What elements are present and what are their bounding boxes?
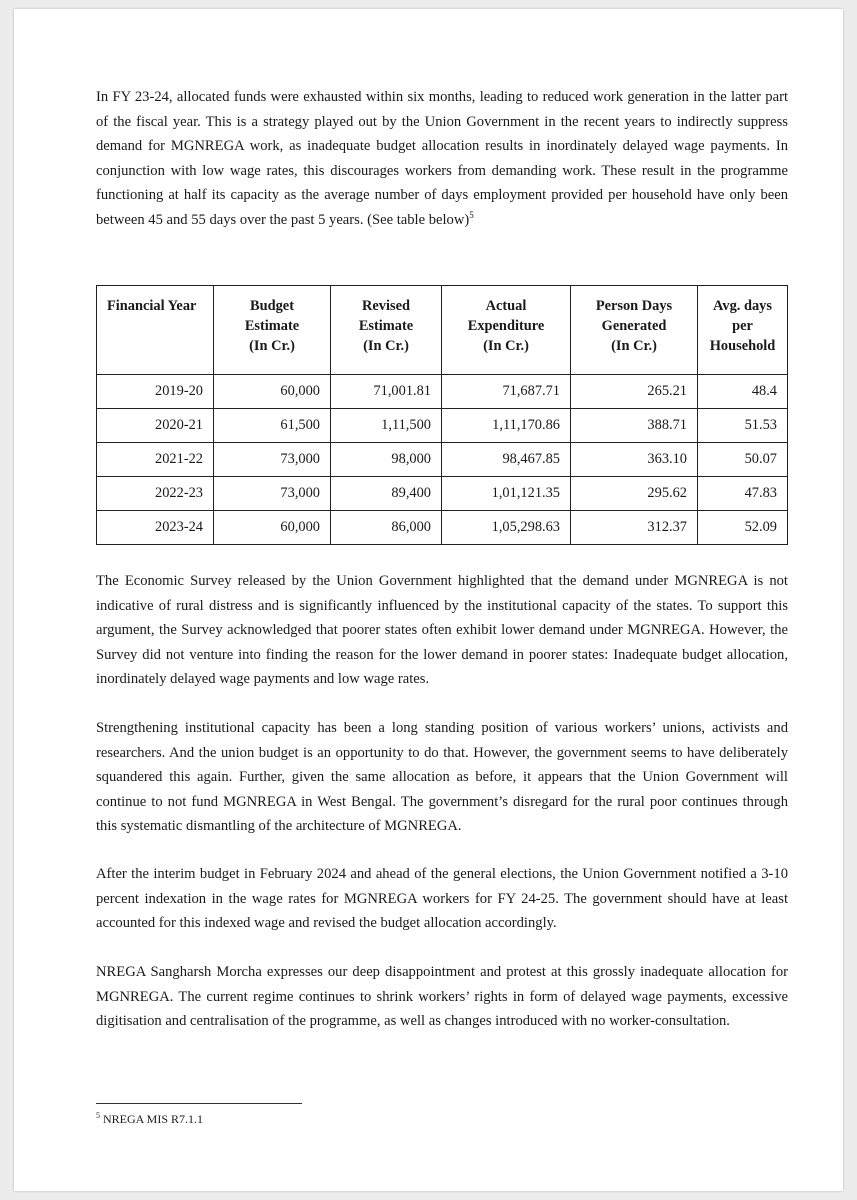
table-header-cell: Actual Expenditure (In Cr.)	[442, 286, 571, 375]
table-cell: 1,05,298.63	[442, 511, 571, 545]
table-cell: 1,11,170.86	[442, 409, 571, 443]
table-cell: 363.10	[571, 443, 698, 477]
paragraph-text: In FY 23-24, allocated funds were exhausted within six months, leading to reduced work generation in the latter part of the fiscal year. This is a strategy played out by the Union Government in the recent years to indirectly suppress demand for MGNREGA work, as inadequate budget allocation results in inordinately delayed wage payments. In conjunction with low wage rates, this discourages workers from demanding work. These result in the programme functioning at half its capacity as the average number of days employment provided per household have only been between 45 and 55 days over the past 5 years. (See table below)	[96, 89, 788, 228]
table-cell: 71,001.81	[331, 375, 442, 409]
table-cell: 295.62	[571, 477, 698, 511]
table-cell: 98,000	[331, 443, 442, 477]
table-cell: 48.4	[698, 375, 788, 409]
table-cell: 2022-23	[97, 477, 214, 511]
table-row	[97, 443, 788, 477]
mgnrega-budget-table	[96, 285, 788, 545]
footnote-text: NREGA MIS R7.1.1	[103, 1112, 204, 1126]
table-cell: 2021-22	[97, 443, 214, 477]
table-header-cell: Person Days Generated (In Cr.)	[571, 286, 698, 375]
document-page	[14, 9, 843, 1191]
table-header-cell: Financial Year	[97, 286, 214, 375]
table-cell: 388.71	[571, 409, 698, 443]
table-cell: 265.21	[571, 375, 698, 409]
table-cell: 2019-20	[97, 375, 214, 409]
table-header-cell: Avg. days per Household	[698, 286, 788, 375]
table-cell: 89,400	[331, 477, 442, 511]
table-cell: 86,000	[331, 511, 442, 545]
table-cell: 1,11,500	[331, 409, 442, 443]
table-cell: 50.07	[698, 443, 788, 477]
table-row	[97, 409, 788, 443]
table-cell: 98,467.85	[442, 443, 571, 477]
footnote-number: 5	[96, 1111, 100, 1120]
table-cell: 52.09	[698, 511, 788, 545]
paragraph-economic-survey: The Economic Survey released by the Union Government highlighted that the demand under MGNREGA is not indicative of rural distress and is significantly influenced by the institutional capacity of the states. To support this argument, the Survey acknowledged that poorer states often exhibit lower demand under MGNREGA. However, the Survey did not venture into finding the reason for the lower demand in poorer states: Inadequate budget allocation, inordinately delayed wage payments and low wage rates.	[96, 573, 788, 687]
paragraph-nrega-sangharsh-morcha: NREGA Sangharsh Morcha expresses our deep disappointment and protest at this grossly inadequate allocation for MGNREGA. The current regime continues to shrink workers’ rights in form of delayed wage payments, excessive digitisation and centralisation of the programme, as well as changes introduced with no worker-consultation.	[96, 964, 788, 1029]
table-cell: 61,500	[214, 409, 331, 443]
table-cell: 51.53	[698, 409, 788, 443]
footnote-divider	[96, 1103, 302, 1104]
table-header-cell: Budget Estimate (In Cr.)	[214, 286, 331, 375]
table-cell: 2023-24	[97, 511, 214, 545]
table-header-row	[97, 286, 788, 375]
paragraph-interim-budget: After the interim budget in February 2024 and ahead of the general elections, the Union Government notified a 3-10 percent indexation in the wage rates for MGNREGA workers for FY 24-25. The government should have at least accounted for this indexed wage and revised the budget allocation accordingly.	[96, 866, 788, 931]
table-row	[97, 477, 788, 511]
paragraph-funds-exhausted	[96, 85, 788, 232]
table-cell: 47.83	[698, 477, 788, 511]
table-row	[97, 375, 788, 409]
table-cell: 312.37	[571, 511, 698, 545]
table-row	[97, 511, 788, 545]
footnote-reference: 5	[469, 209, 474, 220]
paragraph-institutional-capacity: Strengthening institutional capacity has been a long standing position of various workers’ unions, activists and researchers. And the union budget is an opportunity to do that. However, the government seems to have deliberately squandered this again. Further, given the same allocation as before, it appears that the Union Government will continue to not fund MGNREGA in West Bengal. The government’s disregard for the rural poor continues through this systematic dismantling of the architecture of MGNREGA.	[96, 720, 788, 834]
table-cell: 73,000	[214, 443, 331, 477]
table-cell: 1,01,121.35	[442, 477, 571, 511]
table-cell: 60,000	[214, 511, 331, 545]
footnote	[96, 1112, 203, 1127]
table-header-cell: Revised Estimate (In Cr.)	[331, 286, 442, 375]
table-cell: 73,000	[214, 477, 331, 511]
table-cell: 2020-21	[97, 409, 214, 443]
table-cell: 71,687.71	[442, 375, 571, 409]
table-cell: 60,000	[214, 375, 331, 409]
